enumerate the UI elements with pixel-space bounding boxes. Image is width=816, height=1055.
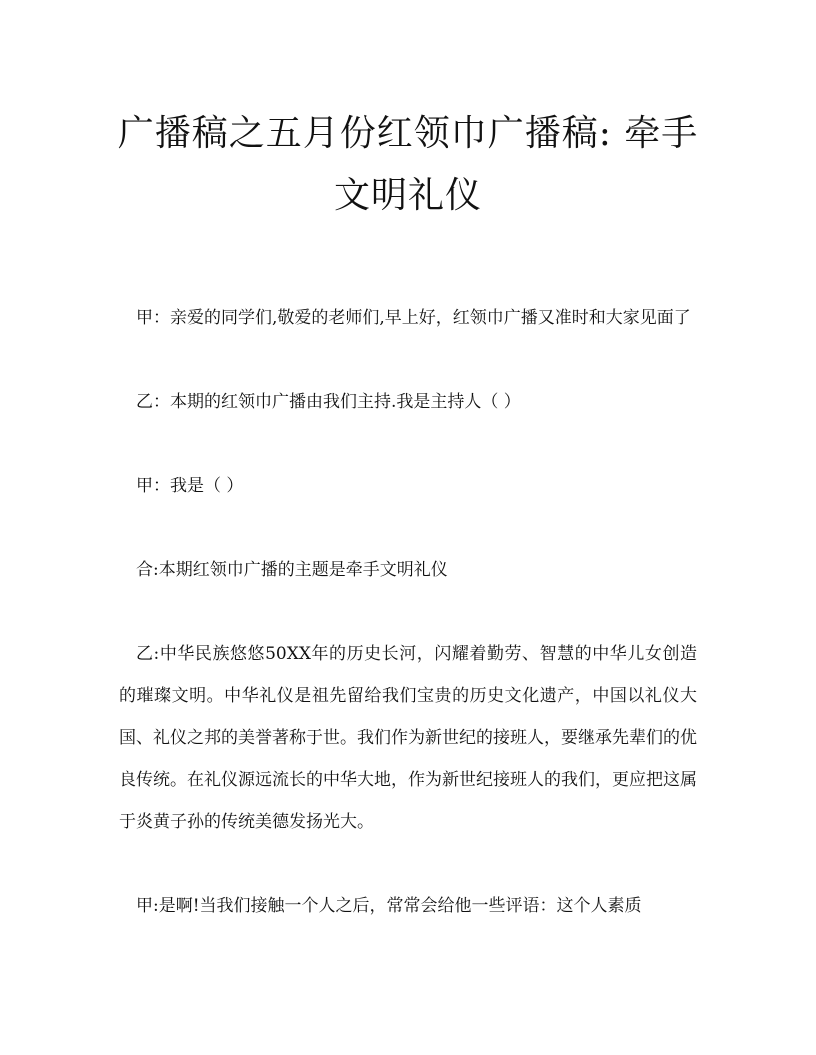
paragraph-history: 乙:中华民族悠悠50XX年的历史长河，闪耀着勤劳、智慧的中华儿女创造的璀璨文明。中华礼仪是祖先留给我们宝贵的历史文化遗产，中国以礼仪大国、礼仪之邦的美誉著称于世。我们作为新世纪的接班人，要继承先辈们的优良传统。在礼仪源远流长的中华大地，作为新世纪接班人的我们，更应把这属于炎黄子孙的传统美德发扬光大。 [119, 644, 697, 832]
document-body [119, 297, 697, 969]
paragraph-greeting: 甲：亲爱的同学们,敬爱的老师们,早上好，红领巾广播又准时和大家见面了 [136, 308, 691, 328]
document-title: 广播稿之五月份红领巾广播稿: 牵手文明礼仪 [117, 113, 699, 216]
paragraph-evaluation: 甲:是啊!当我们接触一个人之后，常常会给他一些评语：这个人素质 [136, 896, 642, 916]
paragraph-host-intro-b: 乙：本期的红领巾广播由我们主持.我是主持人（ ） [136, 392, 521, 412]
paragraph-host-intro-a: 甲：我是（ ） [136, 476, 244, 496]
paragraph-theme: 合:本期红领巾广播的主题是牵手文明礼仪 [136, 560, 448, 580]
